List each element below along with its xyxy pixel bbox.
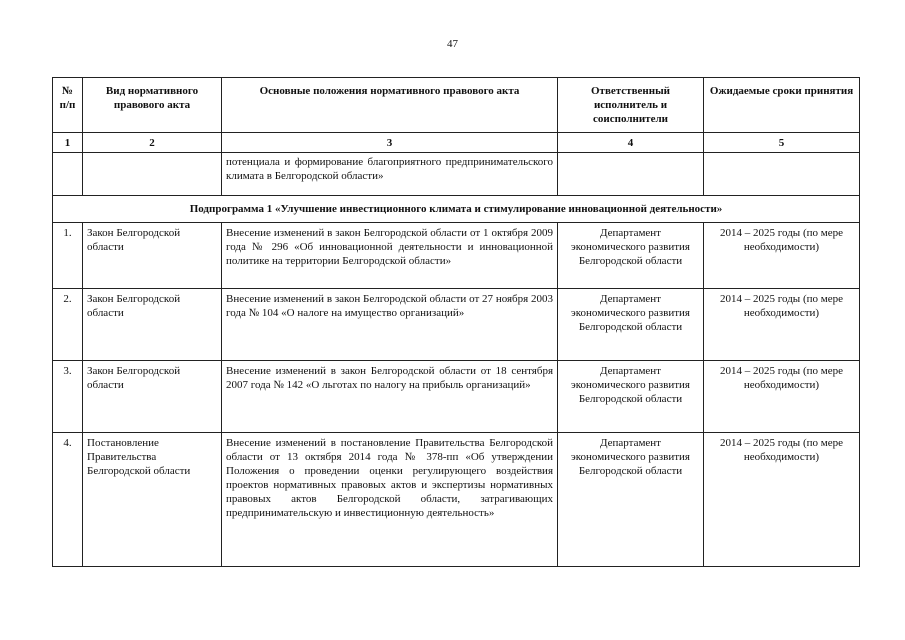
row-act-type: Постановление Правительства Белгородской области [83,433,222,567]
subprogram-title: Подпрограмма 1 «Улучшение инвестиционного климата и стимулирование инновационной деятельности» [53,196,860,223]
row-act-type: Закон Белгородской области [83,361,222,433]
cell-empty [704,153,860,196]
header-number: № п/п [53,78,83,133]
row-act-type: Закон Белгородской области [83,223,222,289]
table-row [53,361,860,433]
row-number: 3. [53,361,83,433]
column-number: 4 [558,133,704,153]
table-row [53,289,860,361]
row-provisions: Внесение изменений в постановление Правительства Белгородской области от 13 октября 2014 года № 378-пп «Об утверждении Положения о проведении оценки регулирующего воздействия проектов нормативных правовых актов и экспертизы нормативных правовых актов Белгородской области, затрагивающих предпринимательскую и инвестиционную деятельность» [222,433,558,567]
row-number: 1. [53,223,83,289]
column-number: 3 [222,133,558,153]
row-act-type: Закон Белгородской области [83,289,222,361]
header-provisions: Основные положения нормативного правового акта [222,78,558,133]
row-number: 4. [53,433,83,567]
page-number: 47 [447,38,458,50]
row-terms: 2014 – 2025 годы (по мере необходимости) [704,361,860,433]
row-executor: Департамент экономического развития Белгородской области [558,223,704,289]
column-number: 5 [704,133,860,153]
legal-acts-table [52,77,860,567]
row-executor: Департамент экономического развития Белгородской области [558,433,704,567]
cell-empty [558,153,704,196]
header-terms: Ожидаемые сроки принятия [704,78,860,133]
header-act-type: Вид нормативного правового акта [83,78,222,133]
row-terms: 2014 – 2025 годы (по мере необходимости) [704,289,860,361]
column-number: 2 [83,133,222,153]
row-executor: Департамент экономического развития Белгородской области [558,361,704,433]
row-terms: 2014 – 2025 годы (по мере необходимости) [704,223,860,289]
continuation-text: потенциала и формирование благоприятного предпринимательского климата в Белгородской области» [222,153,558,196]
column-number: 1 [53,133,83,153]
table-row [53,223,860,289]
table-row [53,433,860,567]
row-executor: Департамент экономического развития Белгородской области [558,289,704,361]
row-provisions: Внесение изменений в закон Белгородской области от 27 ноября 2003 года № 104 «О налоге на имущество организаций» [222,289,558,361]
row-terms: 2014 – 2025 годы (по мере необходимости) [704,433,860,567]
row-number: 2. [53,289,83,361]
row-provisions: Внесение изменений в закон Белгородской области от 18 сентября 2007 года № 142 «О льготах по налогу на прибыль организаций» [222,361,558,433]
cell-empty [83,153,222,196]
cell-empty [53,153,83,196]
subprogram-row [53,196,860,223]
column-numbers-row [53,133,860,153]
header-row [53,78,860,133]
header-executor: Ответственный исполнитель и соисполнители [558,78,704,133]
continuation-row [53,153,860,196]
row-provisions: Внесение изменений в закон Белгородской области от 1 октября 2009 года № 296 «Об инновационной деятельности и инновационной политике на территории Белгородской области» [222,223,558,289]
